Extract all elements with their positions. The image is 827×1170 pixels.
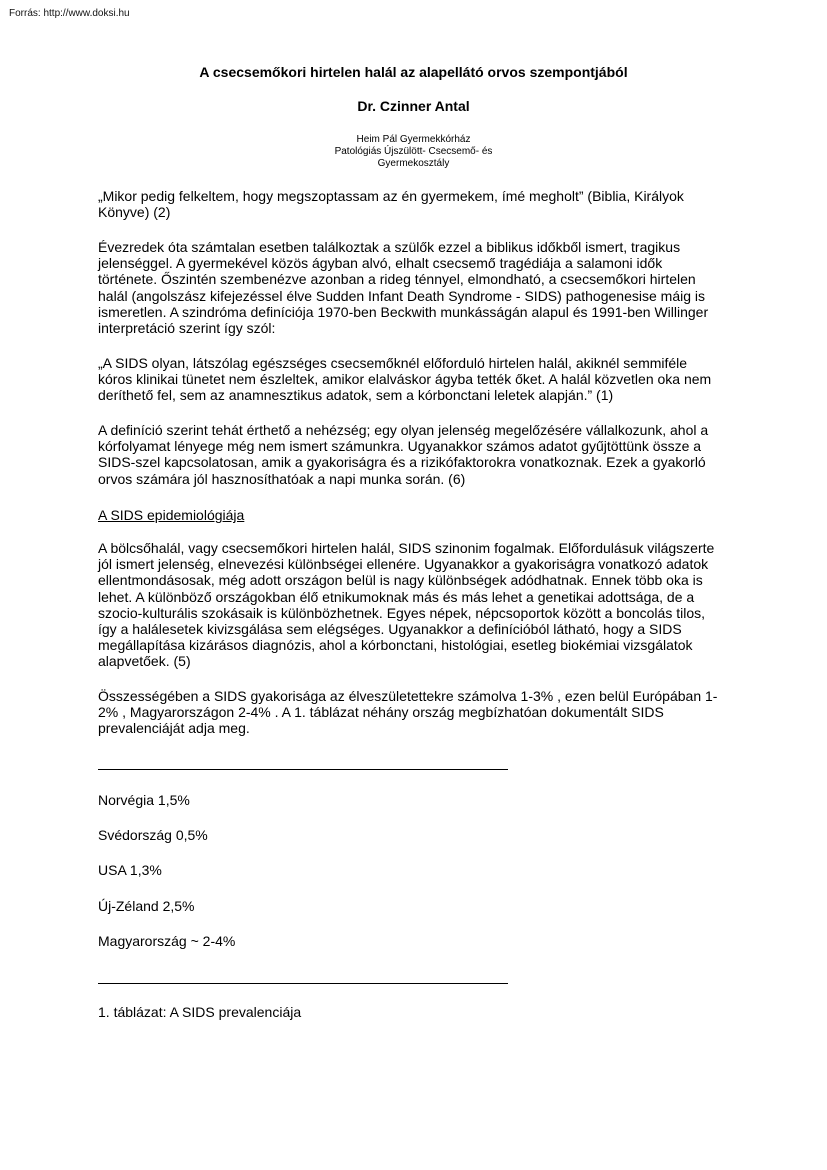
- author-name: Dr. Czinner Antal: [357, 98, 470, 114]
- table-row: Norvégia 1,5%: [98, 792, 190, 808]
- source-note: Forrás: http://www.doksi.hu: [9, 8, 130, 19]
- table-bottom-rule: [98, 983, 508, 984]
- table-row: Új-Zéland 2,5%: [98, 898, 195, 914]
- opening-quote: „Mikor pedig felkeltem, hogy megszoptassam az én gyermekem, ímé megholt” (Biblia, Királyok Könyve) (2): [98, 188, 684, 221]
- paragraph-definition: A definíció szerint tehát érthető a nehézség; egy olyan jelenség megelőzésére vállalkozunk, ahol a kórfolyamat lényege még nem ismert számunkra. Ugyanakkor számos adatot gyűjtöttünk össze a SIDS-szel kapcsolatosan, amik a gyakoriságra és a rizikófaktorokra vonatkoznak. Ezek a gyakorló orvos számára jól hasznosíthatóak a napi munka során. (6): [98, 422, 709, 487]
- affiliation-line-1: Heim Pál Gyermekkórház: [356, 134, 471, 145]
- table-row: Magyarország ~ 2-4%: [98, 933, 236, 949]
- table-caption: 1. táblázat: A SIDS prevalenciája: [98, 1004, 302, 1020]
- affiliation-line-3: Gyermekosztály: [377, 158, 450, 169]
- section-heading-epidemiology: A SIDS epidemiológiája: [98, 507, 245, 523]
- table-row: USA 1,3%: [98, 862, 162, 878]
- document-title: A csecsemőkori hirtelen halál az alapellátó orvos szempontjából: [199, 64, 628, 80]
- affiliation: [0, 134, 827, 170]
- sids-definition-quote: „A SIDS olyan, látszólag egészséges csecsemőknél előforduló hirtelen halál, akiknél semmiféle kóros klinikai tünetet nem észleltek, amikor elalváskor ágyba tették őket. A halál közvetlen oka nem deríthető fel, sem az anamnesztikus adatok, sem a kórbonctani leletek alapján.” (1): [98, 355, 712, 404]
- paragraph-frequency: Összességében a SIDS gyakorisága az élveszületettekre számolva 1-3% , ezen belül Európában 1-2% , Magyarországon 2-4% . A 1. táblázat néhány ország megbízhatóan dokumentált SIDS prevalenciáját adja meg.: [98, 688, 718, 737]
- affiliation-line-2: Patológiás Újszülött- Csecsemő- és: [334, 146, 493, 157]
- paragraph-intro: Évezredek óta számtalan esetben találkoztak a szülők ezzel a biblikus időkből ismert, tragikus jelenséggel. A gyermekével közös ágyban alvó, elhalt csecsemő tragédiája a salamoni idők története. Őszintén szembenézve azonban a rideg ténnyel, elmondható, a csecsemőkori hirtelen halál (angolszász kifejezéssel élve Sudden Infant Death Syndrome - SIDS) pathogenesise máig is ismeretlen. A szindróma definíciója 1970-ben Beckwith munkásságán alapul és 1991-ben Willinger interpretáció szerint így szól:: [98, 239, 709, 337]
- table-row: Svédország 0,5%: [98, 827, 208, 843]
- table-top-rule: [98, 769, 508, 770]
- paragraph-epidemiology: A bölcsőhalál, vagy csecsemőkori hirtelen halál, SIDS szinonim fogalmak. Előfordulásuk világszerte jól ismert jelenség, elnevezési különbségei ellenére. Ugyanakkor a gyakoriságra vonatkozó adatok ellentmondásosak, még adott országon belül is nagy különbségek adódhatnak. Ennek több oka is lehet. A különböző országokban élő etnikumoknak más és más lehet a genetikai adottsága, de a szocio-kulturális szokásaik is különbözhetnek. Egyes népek, népcsoportok között a boncolás tilos, így a halálesetek kivizsgálása sem elégséges. Ugyanakkor a definícióból látható, hogy a SIDS megállapítása kizárásos diagnózis, ahol a kórbonctani, histológiai, esetleg biokémiai vizsgálatok alapvetőek. (5): [98, 540, 715, 670]
